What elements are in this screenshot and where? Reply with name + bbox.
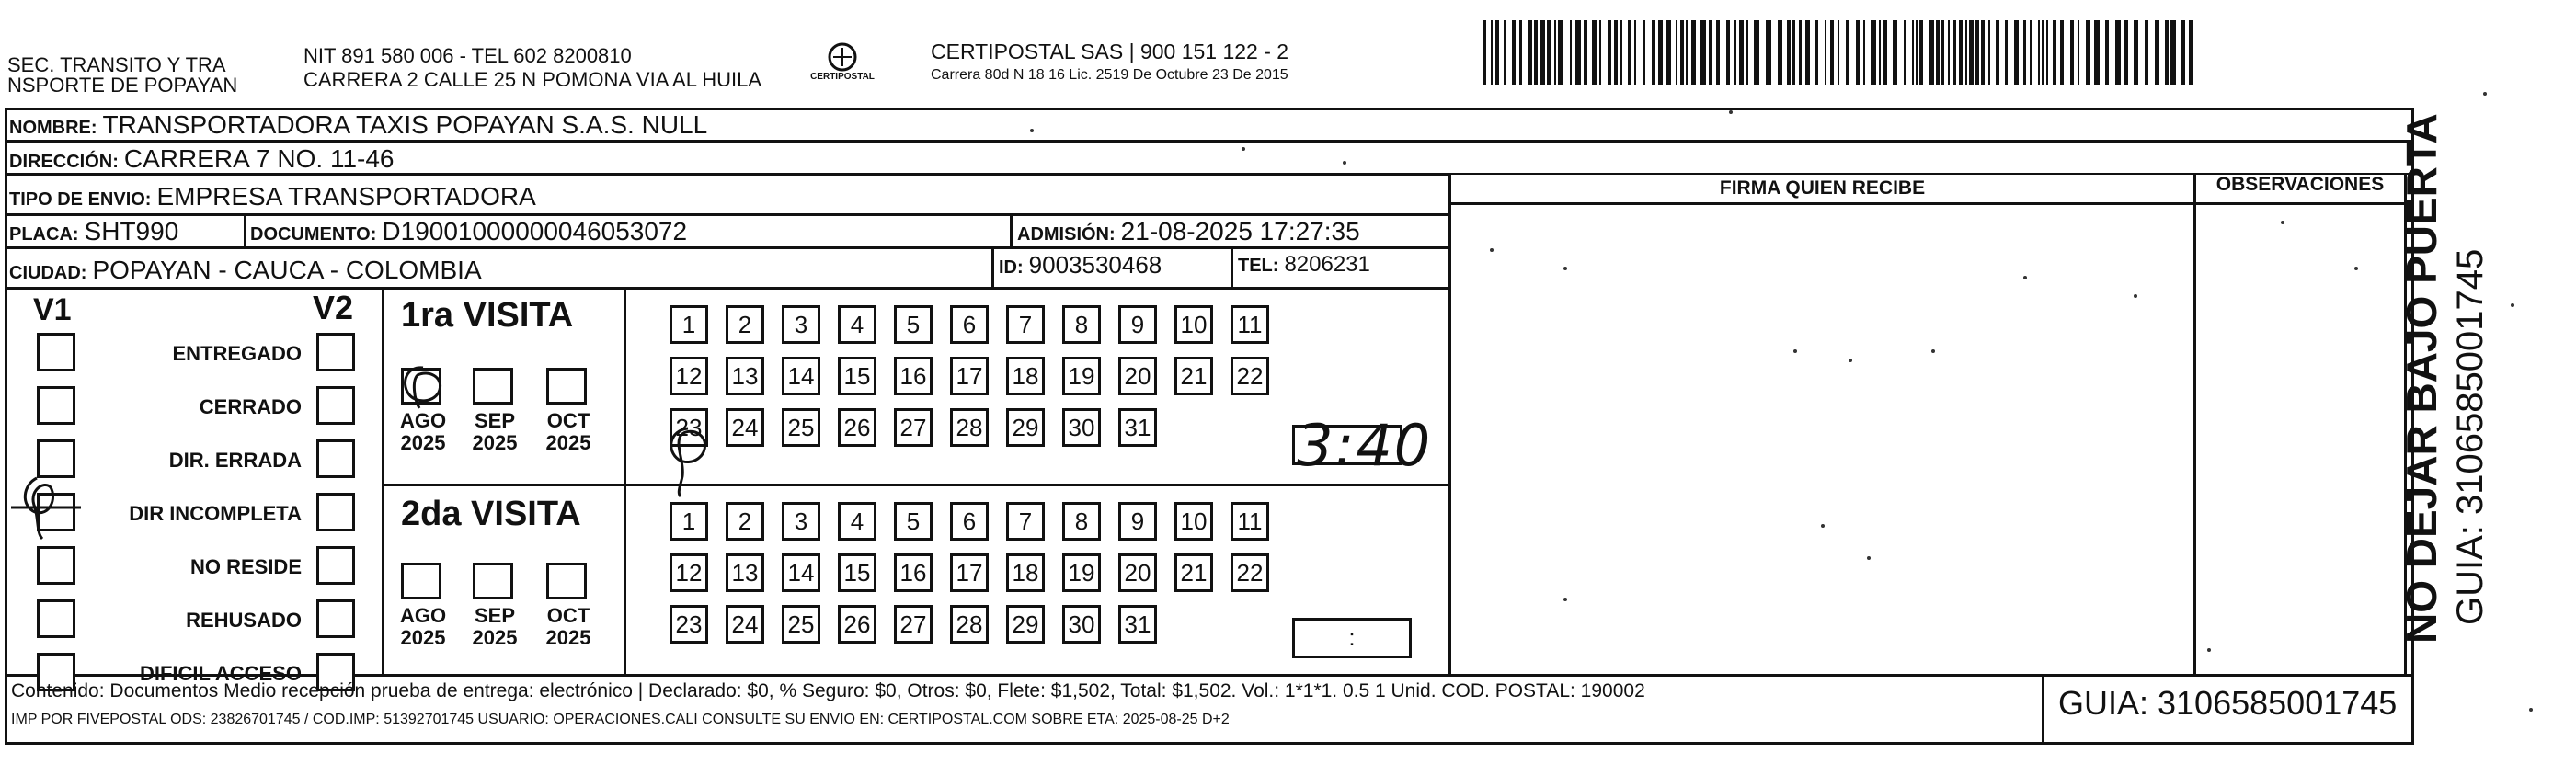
scan-speck	[1793, 349, 1797, 353]
scan-speck	[2483, 92, 2487, 96]
visit1-day-16[interactable]: 16	[894, 357, 933, 395]
barcode-bar	[1643, 20, 1645, 85]
visit1-day-10[interactable]: 10	[1174, 305, 1213, 344]
visit1-day-28[interactable]: 28	[950, 408, 989, 447]
visit1-day-mark	[660, 425, 716, 498]
visit1-day-21[interactable]: 21	[1174, 357, 1213, 395]
footer-guia: GUIA: 3106585001745	[2058, 684, 2398, 722]
barcode-bar	[1916, 20, 1918, 85]
visit2-day-27[interactable]: 27	[894, 605, 933, 644]
barcode-bar	[1491, 20, 1493, 85]
barcode-bar	[1948, 20, 1950, 85]
visit1-day-22[interactable]: 22	[1231, 357, 1269, 395]
visit2-month-name: OCT	[546, 604, 590, 627]
barcode-bar	[1709, 20, 1712, 85]
documento-row	[250, 217, 687, 249]
visit2-time-placeholder: :	[1348, 623, 1356, 651]
footer-imp: IMP POR FIVEPOSTAL ODS: 23826701745 / COD.IMP: 51392701745 USUARIO: OPERACIONES.CALI CONSULTE SU ENVIO EN: CERTIPOSTAL.COM SOBRE ETA: 2025-08-25 D+2	[11, 712, 1230, 727]
barcode-bar	[1815, 20, 1818, 85]
visit1-month-box-oct[interactable]	[546, 368, 587, 405]
barcode-bar	[1658, 20, 1663, 85]
status-label: CERRADO	[199, 395, 302, 418]
v1-checkbox-cerrado[interactable]	[37, 386, 75, 425]
visit1-day-14[interactable]: 14	[782, 357, 820, 395]
barcode-bar	[1739, 20, 1744, 85]
visit1-month-year: 2025	[472, 431, 518, 454]
scan-speck	[2023, 276, 2027, 279]
tipo-envio-row	[9, 182, 536, 214]
barcode-bar	[1941, 20, 1944, 85]
barcode-bar	[1754, 20, 1759, 85]
barcode-bar	[2189, 20, 2193, 85]
scan-speck	[1821, 524, 1825, 528]
visit2-day-21[interactable]: 21	[1174, 553, 1213, 592]
visit2-day-6[interactable]: 6	[950, 502, 989, 541]
barcode-bar	[2030, 20, 2032, 85]
visit2-day-13[interactable]: 13	[726, 553, 764, 592]
firma-quien-recibe-header: FIRMA QUIEN RECIBE	[1719, 177, 1926, 199]
visit1-day-29[interactable]: 29	[1006, 408, 1045, 447]
barcode-bar	[2053, 20, 2056, 85]
status-label: REHUSADO	[186, 609, 302, 632]
sender-address: CARRERA 2 CALLE 25 N POMONA VIA AL HUILA	[303, 68, 762, 91]
visit2-day-5[interactable]: 5	[894, 502, 933, 541]
visit1-month-year: 2025	[400, 431, 446, 454]
visit2-day-17[interactable]: 17	[950, 553, 989, 592]
barcode-bar	[2078, 20, 2079, 85]
barcode-bar	[1846, 20, 1849, 85]
visit1-month-name: SEP	[474, 409, 516, 432]
barcode-bar	[1519, 20, 1522, 85]
visit1-day-19[interactable]: 19	[1062, 357, 1101, 395]
id-label: ID:	[999, 257, 1024, 278]
barcode-bar	[1726, 20, 1730, 85]
scan-speck	[2281, 221, 2284, 224]
visit1-month-name: OCT	[546, 409, 590, 432]
barcode-bar	[2070, 20, 2074, 85]
visit2-day-23[interactable]: 23	[670, 605, 708, 644]
sender-name-line2: NSPORTE DE POPAYAN	[7, 74, 238, 97]
direccion-row	[9, 144, 394, 177]
visit1-time-handwritten: 3:40	[1297, 412, 1433, 479]
barcode-bar	[1883, 20, 1887, 85]
barcode	[1483, 20, 2198, 85]
barcode-bar	[1787, 20, 1791, 85]
visit2-day-2[interactable]: 2	[726, 502, 764, 541]
barcode-bar	[1608, 20, 1611, 85]
documento-value: D19001000000046053072	[382, 217, 688, 245]
visit1-day-15[interactable]: 15	[838, 357, 876, 395]
barcode-bar	[1584, 20, 1587, 85]
barcode-bar	[2145, 20, 2148, 85]
visit1-day-2[interactable]: 2	[726, 305, 764, 344]
company-line: CERTIPOSTAL SAS | 900 151 122 - 2	[931, 40, 1289, 63]
tel-row	[1238, 250, 1370, 280]
barcode-bar	[2124, 20, 2128, 85]
visit1-day-3[interactable]: 3	[782, 305, 820, 344]
scan-speck	[1849, 359, 1852, 362]
visit1-month-name: AGO	[399, 409, 447, 432]
barcode-bar	[2105, 20, 2109, 85]
visit2-day-29[interactable]: 29	[1006, 605, 1045, 644]
visit1-month-year: 2025	[545, 431, 591, 454]
barcode-bar	[1558, 20, 1563, 85]
visit2-day-22[interactable]: 22	[1231, 553, 1269, 592]
visit1-day-17[interactable]: 17	[950, 357, 989, 395]
visit2-month-box-oct[interactable]	[546, 563, 587, 599]
scan-speck	[2354, 267, 2358, 270]
visit1-day-9[interactable]: 9	[1118, 305, 1157, 344]
visit2-day-18[interactable]: 18	[1006, 553, 1045, 592]
barcode-bar	[1863, 20, 1865, 85]
visit2-day-12[interactable]: 12	[670, 553, 708, 592]
visit2-month-name: SEP	[474, 604, 516, 627]
documento-label: DOCUMENTO:	[250, 224, 377, 245]
barcode-bar	[1969, 20, 1974, 85]
scan-speck	[1931, 349, 1935, 353]
barcode-bar	[1825, 20, 1826, 85]
barcode-bar	[1652, 20, 1655, 85]
barcode-bar	[1904, 20, 1906, 85]
visit2-day-14[interactable]: 14	[782, 553, 820, 592]
barcode-bar	[1929, 20, 1934, 85]
ciudad-label: CIUDAD:	[9, 263, 87, 283]
barcode-bar	[1778, 20, 1782, 85]
barcode-bar	[1676, 20, 1677, 85]
barcode-bar	[1746, 20, 1748, 85]
visit2-month-label	[467, 605, 522, 649]
barcode-bar	[2038, 20, 2040, 85]
barcode-bar	[1856, 20, 1860, 85]
scan-speck	[2529, 708, 2533, 712]
scan-speck	[1242, 147, 1245, 151]
visit2-month-box-sep[interactable]	[473, 563, 513, 599]
visit2-day-30[interactable]: 30	[1062, 605, 1101, 644]
barcode-bar	[2042, 20, 2044, 85]
visit2-day-4[interactable]: 4	[838, 502, 876, 541]
visit2-day-1[interactable]: 1	[670, 502, 708, 541]
visit2-month-year: 2025	[400, 626, 446, 649]
visit1-day-1[interactable]: 1	[670, 305, 708, 344]
v2-checkbox-dir-incompleta[interactable]	[316, 493, 355, 531]
barcode-bar	[1534, 20, 1538, 85]
barcode-bar	[1483, 20, 1486, 85]
visit1-day-18[interactable]: 18	[1006, 357, 1045, 395]
barcode-bar	[1975, 20, 1979, 85]
barcode-bar	[1792, 20, 1795, 85]
v2-checkbox-dir-errada[interactable]	[316, 439, 355, 478]
nombre-row	[9, 110, 707, 143]
scan-speck	[1563, 267, 1567, 270]
barcode-bar	[1540, 20, 1545, 85]
visit1-day-26[interactable]: 26	[838, 408, 876, 447]
scan-speck	[2207, 648, 2211, 652]
barcode-bar	[2014, 20, 2019, 85]
visit2-month-year: 2025	[545, 626, 591, 649]
visit2-month-label	[395, 605, 451, 649]
visit2-time-box	[1292, 618, 1412, 658]
admision-label: ADMISIÓN:	[1017, 224, 1116, 245]
barcode-bar	[1686, 20, 1688, 85]
barcode-bar	[1554, 20, 1556, 85]
visit2-day-11[interactable]: 11	[1231, 502, 1269, 541]
barcode-bar	[1570, 20, 1572, 85]
v2-checkbox-rehusado[interactable]	[316, 599, 355, 638]
v1-checkbox-no-reside[interactable]	[37, 546, 75, 585]
barcode-bar	[1919, 20, 1923, 85]
visit1-day-8[interactable]: 8	[1062, 305, 1101, 344]
visit2-day-31[interactable]: 31	[1118, 605, 1157, 644]
visit2-title: 2da VISITA	[401, 495, 581, 533]
visit1-day-24[interactable]: 24	[726, 408, 764, 447]
barcode-bar	[1953, 20, 1956, 85]
barcode-bar	[1716, 20, 1720, 85]
v2-checkbox-entregado[interactable]	[316, 333, 355, 371]
v1-checkbox-rehusado[interactable]	[37, 599, 75, 638]
barcode-bar	[1700, 20, 1706, 85]
barcode-bar	[1680, 20, 1684, 85]
visit2-day-26[interactable]: 26	[838, 605, 876, 644]
barcode-bar	[1628, 20, 1631, 85]
v2-checkbox-cerrado[interactable]	[316, 386, 355, 425]
visit1-day-30[interactable]: 30	[1062, 408, 1101, 447]
visit1-month-label	[467, 410, 522, 454]
scan-speck	[2134, 294, 2137, 298]
certipostal-logo	[796, 40, 888, 88]
barcode-bar	[1634, 20, 1636, 85]
v1-checkbox-entregado[interactable]	[37, 333, 75, 371]
barcode-bar	[1504, 20, 1506, 85]
license-line: Carrera 80d N 18 16 Lic. 2519 De Octubre 23 De 2015	[931, 67, 1288, 83]
visit2-day-16[interactable]: 16	[894, 553, 933, 592]
sender-nit: NIT 891 580 006 - TEL 602 8200810	[303, 44, 632, 67]
barcode-bar	[2060, 20, 2064, 85]
certipostal-logo-text: CERTIPOSTAL	[810, 72, 875, 82]
ciudad-value: POPAYAN - CAUCA - COLOMBIA	[92, 256, 482, 284]
visit1-month-label	[541, 410, 596, 454]
id-row	[999, 250, 1162, 282]
direccion-label: DIRECCIÓN:	[9, 152, 119, 172]
barcode-bar	[1981, 20, 1985, 85]
ciudad-row	[9, 256, 482, 288]
status-label: DIR INCOMPLETA	[129, 502, 302, 525]
visit1-day-6[interactable]: 6	[950, 305, 989, 344]
barcode-bar	[1734, 20, 1736, 85]
v2-checkbox-no-reside[interactable]	[316, 546, 355, 585]
barcode-bar	[1996, 20, 1999, 85]
footer-contenido: Contenido: Documentos Medio recepción prueba de entrega: electrónico | Declarado: $0, % Seguro: $0, Otros: $0, Flete: $1,502, Total: $1,502. Vol.: 1*1*1. 0.5 1 Unid. COD. POSTAL: 190002	[11, 680, 1645, 701]
barcode-bar	[1614, 20, 1618, 85]
visit1-day-20[interactable]: 20	[1118, 357, 1157, 395]
visit1-day-23[interactable]: 23	[670, 408, 708, 447]
visit2-day-19[interactable]: 19	[1062, 553, 1101, 592]
admision-row	[1017, 217, 1360, 249]
barcode-bar	[2165, 20, 2169, 85]
visit1-day-25[interactable]: 25	[782, 408, 820, 447]
visit2-day-28[interactable]: 28	[950, 605, 989, 644]
barcode-bar	[1871, 20, 1876, 85]
barcode-bar	[2115, 20, 2121, 85]
visit2-month-name: AGO	[399, 604, 447, 627]
nombre-value: TRANSPORTADORA TAXIS POPAYAN S.A.S. NULL	[102, 110, 708, 139]
visit2-day-20[interactable]: 20	[1118, 553, 1157, 592]
sender-name-line1: SEC. TRANSITO Y TRA	[7, 53, 226, 76]
direccion-value: CARRERA 7 NO. 11-46	[123, 144, 395, 173]
status-label: NO RESIDE	[189, 555, 302, 578]
barcode-bar	[1805, 20, 1810, 85]
visit2-month-label	[541, 605, 596, 649]
barcode-bar	[2046, 20, 2048, 85]
barcode-bar	[1575, 20, 1581, 85]
no-dejar-bajo-puerta: NO DEJAR BAJO PUERTA	[2398, 113, 2445, 644]
barcode-bar	[1965, 20, 1967, 85]
nombre-label: NOMBRE:	[9, 118, 97, 138]
barcode-bar	[1547, 20, 1551, 85]
scan-speck	[2511, 303, 2514, 307]
tipo-envio-value: EMPRESA TRANSPORTADORA	[156, 182, 536, 211]
visit2-day-24[interactable]: 24	[726, 605, 764, 644]
visit2-day-10[interactable]: 10	[1174, 502, 1213, 541]
barcode-bar	[1620, 20, 1622, 85]
guia-vertical: GUIA: 3106585001745	[2450, 248, 2490, 625]
visit1-day-31[interactable]: 31	[1118, 408, 1157, 447]
scan-speck	[1343, 161, 1346, 165]
barcode-bar	[1959, 20, 1963, 85]
visit1-day-11[interactable]: 11	[1231, 305, 1269, 344]
barcode-bar	[1879, 20, 1881, 85]
visit2-day-3[interactable]: 3	[782, 502, 820, 541]
visit1-title: 1ra VISITA	[401, 296, 574, 335]
scan-speck	[1729, 110, 1733, 114]
barcode-bar	[1830, 20, 1834, 85]
tel-label: TEL:	[1238, 256, 1279, 276]
barcode-bar	[1691, 20, 1696, 85]
barcode-bar	[2005, 20, 2008, 85]
status-label: DIR. ERRADA	[168, 449, 302, 472]
scan-speck	[1563, 598, 1567, 601]
status-label: ENTREGADO	[172, 342, 302, 365]
barcode-bar	[1838, 20, 1839, 85]
visit1-day-5[interactable]: 5	[894, 305, 933, 344]
visit1-month-box-sep[interactable]	[473, 368, 513, 405]
status-label: DIFICIL ACCESO	[139, 662, 302, 685]
barcode-bar	[2181, 20, 2185, 85]
placa-value: SHT990	[84, 217, 179, 245]
barcode-bar	[2155, 20, 2159, 85]
scan-speck	[1490, 248, 1494, 252]
tel-value: 8206231	[1284, 252, 1370, 277]
barcode-bar	[1936, 20, 1940, 85]
admision-value: 21-08-2025 17:27:35	[1120, 217, 1360, 245]
visit1-month-label	[395, 410, 451, 454]
visit2-day-9[interactable]: 9	[1118, 502, 1157, 541]
barcode-bar	[1893, 20, 1897, 85]
observaciones-header: OBSERVACIONES	[2215, 174, 2385, 195]
barcode-bar	[1495, 20, 1499, 85]
barcode-bar	[1766, 20, 1771, 85]
v1-header: V1	[33, 292, 72, 327]
visit2-day-7[interactable]: 7	[1006, 502, 1045, 541]
visit2-day-8[interactable]: 8	[1062, 502, 1101, 541]
visit1-day-27[interactable]: 27	[894, 408, 933, 447]
barcode-bar	[1912, 20, 1914, 85]
visit1-month-mark	[395, 362, 451, 414]
v1-handwritten-mark	[9, 471, 83, 544]
visit2-month-box-ago[interactable]	[401, 563, 441, 599]
barcode-bar	[2134, 20, 2138, 85]
barcode-bar	[1988, 20, 1990, 85]
visit2-month-year: 2025	[472, 626, 518, 649]
barcode-bar	[1512, 20, 1516, 85]
barcode-bar	[2094, 20, 2100, 85]
barcode-bar	[2086, 20, 2090, 85]
visit1-day-4[interactable]: 4	[838, 305, 876, 344]
tipo-envio-label: TIPO DE ENVIO:	[9, 189, 152, 210]
v2-header: V2	[313, 289, 354, 326]
visit1-day-7[interactable]: 7	[1006, 305, 1045, 344]
barcode-bar	[1592, 20, 1597, 85]
barcode-bar	[1528, 20, 1532, 85]
barcode-bar	[1599, 20, 1601, 85]
placa-label: PLACA:	[9, 224, 79, 245]
barcode-bar	[1799, 20, 1802, 85]
placa-row	[9, 217, 178, 249]
visit1-day-13[interactable]: 13	[726, 357, 764, 395]
visit1-day-12[interactable]: 12	[670, 357, 708, 395]
scan-speck	[1867, 556, 1871, 560]
scan-speck	[1030, 129, 1034, 132]
barcode-bar	[2170, 20, 2176, 85]
barcode-bar	[1666, 20, 1671, 85]
id-value: 9003530468	[1028, 251, 1162, 279]
barcode-bar	[2023, 20, 2026, 85]
visit2-day-15[interactable]: 15	[838, 553, 876, 592]
visit2-day-25[interactable]: 25	[782, 605, 820, 644]
